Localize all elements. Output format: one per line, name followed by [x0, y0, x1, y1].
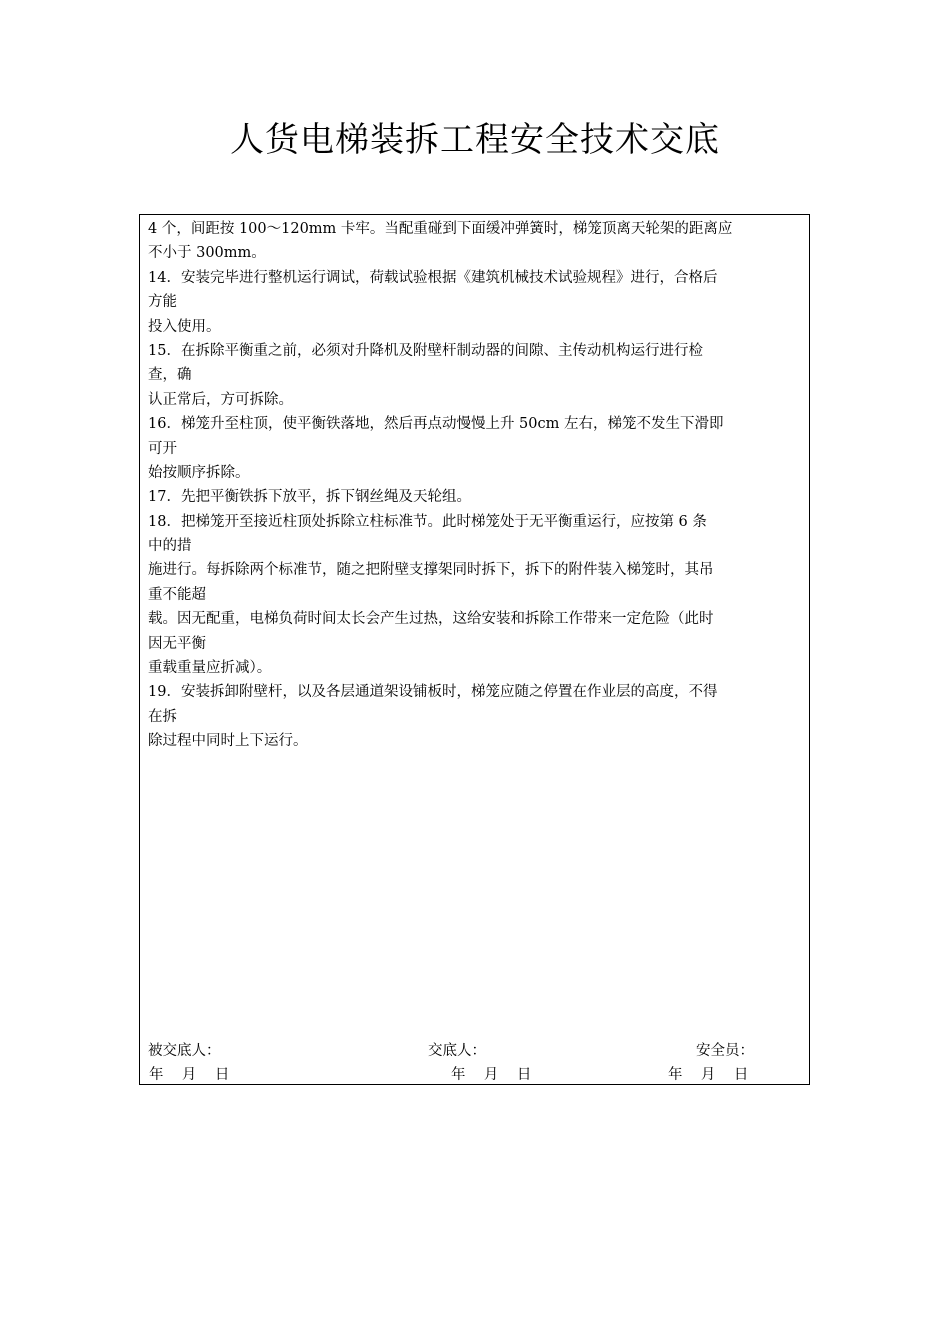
- body-text-line: 18．把梯笼开至接近柱顶处拆除立柱标准节。此时梯笼处于无平衡重运行，应按第 6 条: [148, 513, 707, 530]
- body-text-line: 中的措: [148, 538, 192, 555]
- discloser-label: 交底人：: [428, 1043, 486, 1059]
- body-text-line: 方能: [148, 294, 177, 311]
- body-text-line: 19．安装拆卸附壁杆，以及各层通道架设铺板时，梯笼应随之停置在作业层的高度，不得: [148, 684, 718, 701]
- body-text-line: 可开: [148, 440, 177, 457]
- body-text-line: 17．先把平衡铁拆下放平，拆下钢丝绳及天轮组。: [148, 489, 471, 506]
- safety-officer-date: 年 月 日: [668, 1067, 749, 1083]
- body-text-line: 15．在拆除平衡重之前，必须对升降机及附壁杆制动器的间隙、主传动机构运行进行检: [148, 342, 703, 359]
- body-text-line: 重载重量应折减）。: [148, 660, 272, 677]
- body-text-line: 除过程中同时上下运行。: [148, 733, 308, 750]
- safety-officer-label: 安全员：: [696, 1043, 754, 1059]
- body-text-line: 载。因无配重，电梯负荷时间太长会产生过热，这给安装和拆除工作带来一定危险（此时: [148, 611, 714, 628]
- body-text-line: 因无平衡: [148, 635, 206, 652]
- recipient-date: 年 月 日: [149, 1067, 230, 1083]
- discloser-date: 年 月 日: [451, 1067, 532, 1083]
- body-text-line: 投入使用。: [148, 318, 221, 335]
- body-text-line: 始按顺序拆除。: [148, 464, 250, 481]
- body-text-line: 14．安装完毕进行整机运行调试，荷载试验根据《建筑机械技术试验规程》进行，合格后: [148, 269, 718, 286]
- body-text-line: 在拆: [148, 708, 177, 725]
- body-text-line: 认正常后，方可拆除。: [148, 391, 293, 408]
- body-text-line: 施进行。每拆除两个标准节，随之把附壁支撑架同时拆下，拆下的附件装入梯笼时，其吊: [148, 562, 714, 579]
- body-text-line: 不小于 300mm。: [148, 245, 266, 262]
- body-text-line: 4 个，间距按 100～120mm 卡牢。当配重碰到下面缓冲弹簧时，梯笼顶离天轮架的距离应: [148, 221, 733, 237]
- recipient-label: 被交底人：: [148, 1043, 221, 1059]
- disclosure-body-text: [148, 217, 803, 754]
- body-text-line: 重不能超: [148, 586, 206, 603]
- body-text-line: 查，确: [148, 367, 192, 384]
- document-title: 人货电梯装拆工程安全技术交底: [230, 120, 720, 160]
- body-text-line: 16．梯笼升至柱顶，使平衡铁落地，然后再点动慢慢上升 50cm 左右，梯笼不发生下滑即: [148, 416, 724, 433]
